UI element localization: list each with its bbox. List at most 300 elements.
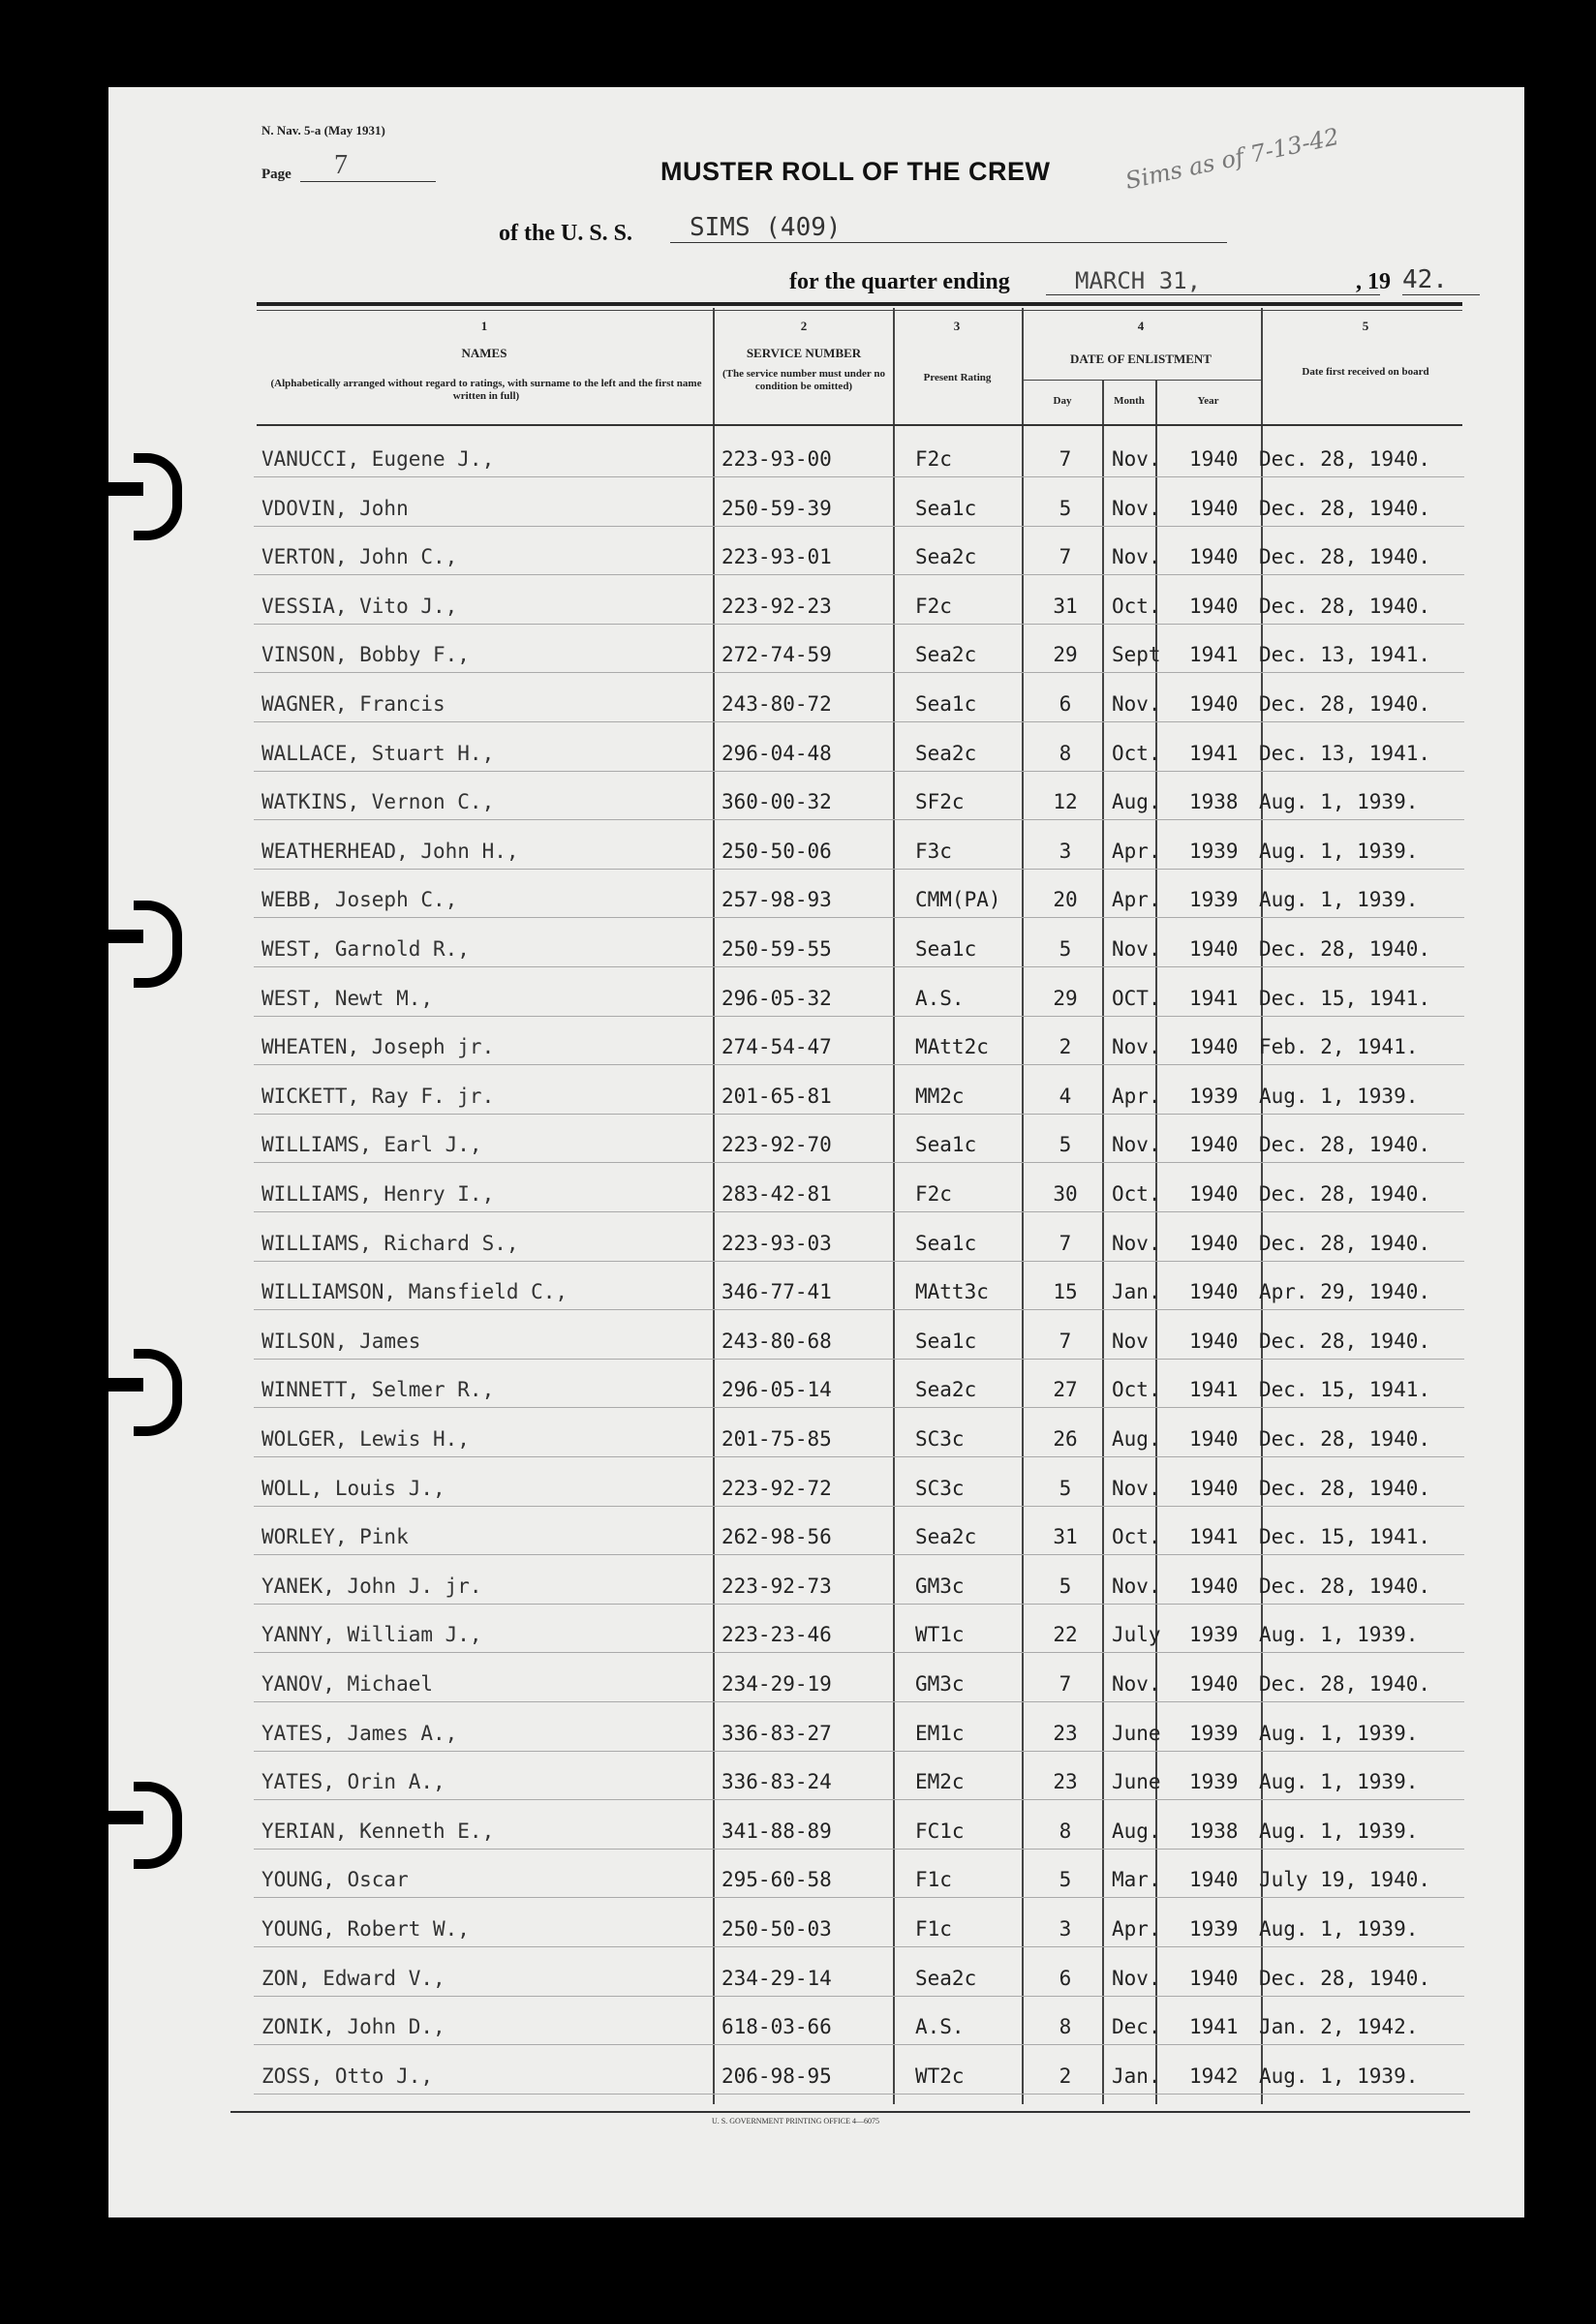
col4-month: Month (1114, 395, 1145, 407)
date-received: Aug. 1, 1939. (1259, 1623, 1419, 1647)
rating: SF2c (915, 790, 965, 814)
date-received: Dec. 13, 1941. (1259, 741, 1431, 765)
enlist-year: 1940 (1189, 1280, 1239, 1304)
date-received: Jan. 2, 1942. (1259, 2015, 1419, 2039)
rating: F2c (915, 1182, 952, 1206)
enlist-day: 20 (1053, 888, 1078, 912)
row-rule (254, 624, 1464, 625)
service-number: 336-83-27 (721, 1721, 832, 1745)
date-received: Aug. 1, 1939. (1259, 1770, 1419, 1794)
date-received: Aug. 1, 1939. (1259, 2064, 1419, 2088)
crew-name: YATES, Orin A., (261, 1770, 445, 1794)
enlist-month: Nov. (1112, 1133, 1161, 1157)
col3-title: Present Rating (923, 372, 992, 383)
enlist-month: Nov. (1112, 447, 1161, 471)
rating: F3c (915, 839, 952, 863)
service-number: 223-92-73 (721, 1574, 832, 1598)
service-number: 272-74-59 (721, 643, 832, 667)
enlist-day: 12 (1053, 790, 1078, 814)
enlist-month: OCT. (1112, 986, 1161, 1010)
enlist-year: 1940 (1189, 1182, 1239, 1206)
page-number: 7 (300, 150, 436, 182)
service-number: 243-80-68 (721, 1329, 832, 1353)
date-received: Aug. 1, 1939. (1259, 1084, 1419, 1108)
service-number: 223-93-00 (721, 447, 832, 471)
crew-name: YANOV, Michael (261, 1672, 434, 1696)
crew-name: YERIAN, Kenneth E., (261, 1819, 495, 1843)
date-received: Dec. 28, 1940. (1259, 496, 1431, 520)
enlist-year: 1941 (1189, 643, 1239, 667)
col-divider-4a (1102, 380, 1104, 2104)
service-number: 262-98-56 (721, 1525, 832, 1549)
printing-office-footer: U. S. GOVERNMENT PRINTING OFFICE 4—6075 (712, 2117, 879, 2125)
enlist-month: Nov. (1112, 496, 1161, 520)
col5-number: 5 (1362, 319, 1369, 333)
enlist-day: 6 (1059, 692, 1072, 716)
enlist-year: 1940 (1189, 1868, 1239, 1892)
rating: Sea2c (915, 1378, 977, 1402)
date-received: Dec. 28, 1940. (1259, 1672, 1431, 1696)
rating: WT2c (915, 2064, 965, 2088)
date-received: Dec. 28, 1940. (1259, 937, 1431, 961)
enlist-year: 1941 (1189, 986, 1239, 1010)
enlist-year: 1940 (1189, 447, 1239, 471)
date-received: Dec. 28, 1940. (1259, 447, 1431, 471)
date-received: Apr. 29, 1940. (1259, 1280, 1431, 1304)
enlist-month: Oct. (1112, 1182, 1161, 1206)
crew-name: WEST, Newt M., (261, 986, 434, 1010)
enlist-day: 5 (1059, 1868, 1072, 1892)
quarter-label: for the quarter ending (789, 269, 1010, 294)
rating: Sea1c (915, 496, 977, 520)
service-number: 296-04-48 (721, 741, 832, 765)
enlist-month: Nov. (1112, 692, 1161, 716)
enlist-day: 26 (1053, 1427, 1078, 1451)
col-divider-2 (893, 308, 895, 2104)
enlist-day: 7 (1059, 1329, 1072, 1353)
rating: Sea2c (915, 545, 977, 569)
row-rule (254, 2044, 1464, 2045)
enlist-month: Oct. (1112, 1525, 1161, 1549)
enlist-year: 1939 (1189, 1770, 1239, 1794)
enlist-month: Aug. (1112, 790, 1161, 814)
enlist-month: Nov. (1112, 1574, 1161, 1598)
crew-name: YANNY, William J., (261, 1623, 482, 1647)
crew-name: WEBB, Joseph C., (261, 888, 458, 912)
enlist-month: June (1112, 1770, 1161, 1794)
service-number: 223-92-70 (721, 1133, 832, 1157)
crew-name: WILLIAMS, Henry I., (261, 1182, 495, 1206)
header-rule-top (257, 302, 1462, 306)
enlist-month: Nov. (1112, 1035, 1161, 1059)
row-rule (254, 1996, 1464, 1997)
enlist-month: Nov (1112, 1329, 1149, 1353)
enlist-month: Nov. (1112, 545, 1161, 569)
date-received: Aug. 1, 1939. (1259, 1819, 1419, 1843)
enlist-year: 1940 (1189, 937, 1239, 961)
enlist-month: Nov. (1112, 1231, 1161, 1255)
row-rule (254, 966, 1464, 967)
col4-title: DATE OF ENLISTMENT (1070, 352, 1212, 366)
rating: Sea1c (915, 937, 977, 961)
row-rule (254, 1211, 1464, 1212)
rating: SC3c (915, 1476, 965, 1500)
row-rule (254, 1604, 1464, 1605)
col4-year: Year (1197, 395, 1219, 407)
row-rule (254, 1261, 1464, 1262)
enlist-day: 15 (1053, 1280, 1078, 1304)
enlist-day: 6 (1059, 1966, 1072, 1990)
service-number: 296-05-32 (721, 986, 832, 1010)
service-number: 250-50-06 (721, 839, 832, 863)
enlist-day: 2 (1059, 2064, 1072, 2088)
date-received: Dec. 28, 1940. (1259, 545, 1431, 569)
date-received: Feb. 2, 1941. (1259, 1035, 1419, 1059)
col1-number: 1 (480, 319, 488, 333)
enlist-year: 1940 (1189, 545, 1239, 569)
service-number: 257-98-93 (721, 888, 832, 912)
enlist-year: 1941 (1189, 1378, 1239, 1402)
enlist-year: 1940 (1189, 496, 1239, 520)
row-rule (254, 917, 1464, 918)
service-number: 250-59-39 (721, 496, 832, 520)
enlist-day: 8 (1059, 1819, 1072, 1843)
row-rule (254, 672, 1464, 673)
enlist-day: 31 (1053, 594, 1078, 618)
enlist-year: 1939 (1189, 1623, 1239, 1647)
row-rule (254, 1799, 1464, 1800)
date-received: Dec. 28, 1940. (1259, 1427, 1431, 1451)
enlist-month: Mar. (1112, 1868, 1161, 1892)
date-received: Dec. 28, 1940. (1259, 1182, 1431, 1206)
enlist-month: Jan. (1112, 2064, 1161, 2088)
service-number: 223-92-72 (721, 1476, 832, 1500)
rating: GM3c (915, 1672, 965, 1696)
crew-name: WALLACE, Stuart H., (261, 741, 495, 765)
service-number: 223-92-23 (721, 594, 832, 618)
enlist-day: 27 (1053, 1378, 1078, 1402)
rating: Sea1c (915, 1133, 977, 1157)
page-title: MUSTER ROLL OF THE CREW (660, 157, 1051, 186)
crew-name: VINSON, Bobby F., (261, 643, 470, 667)
crew-name: WEST, Garnold R., (261, 937, 470, 961)
enlist-year: 1939 (1189, 839, 1239, 863)
rating: FC1c (915, 1819, 965, 1843)
enlist-day: 5 (1059, 937, 1072, 961)
service-number: 336-83-24 (721, 1770, 832, 1794)
rating: MAtt3c (915, 1280, 989, 1304)
service-number: 283-42-81 (721, 1182, 832, 1206)
row-rule (254, 1064, 1464, 1065)
rating: F1c (915, 1868, 952, 1892)
form-number: N. Nav. 5-a (May 1931) (261, 123, 385, 138)
enlist-year: 1940 (1189, 1035, 1239, 1059)
row-rule (254, 574, 1464, 575)
rating: CMM(PA) (915, 888, 1001, 912)
enlist-year: 1939 (1189, 1721, 1239, 1745)
enlist-year: 1941 (1189, 2015, 1239, 2039)
date-received: Aug. 1, 1939. (1259, 1721, 1419, 1745)
enlist-month: Jan. (1112, 1280, 1161, 1304)
row-rule (254, 869, 1464, 870)
crew-name: VERTON, John C., (261, 545, 458, 569)
quarter-date: MARCH 31, (1046, 267, 1380, 295)
service-number: 341-88-89 (721, 1819, 832, 1843)
enlist-day: 7 (1059, 545, 1072, 569)
date-received: Aug. 1, 1939. (1259, 1917, 1419, 1941)
crew-name: YOUNG, Robert W., (261, 1917, 470, 1941)
row-rule (254, 1162, 1464, 1163)
crew-name: WILSON, James (261, 1329, 421, 1353)
enlist-year: 1940 (1189, 1133, 1239, 1157)
date-received: Dec. 28, 1940. (1259, 1329, 1431, 1353)
row-rule (254, 1114, 1464, 1115)
rating: Sea1c (915, 692, 977, 716)
date-received: Dec. 28, 1940. (1259, 1476, 1431, 1500)
rating: MAtt2c (915, 1035, 989, 1059)
enlist-month: Apr. (1112, 888, 1161, 912)
col-divider-1 (713, 308, 715, 2104)
col1-title: NAMES (461, 346, 507, 360)
crew-name: WILLIAMSON, Mansfield C., (261, 1280, 568, 1304)
row-rule (254, 1407, 1464, 1408)
enlist-month: Oct. (1112, 1378, 1161, 1402)
date-received: Aug. 1, 1939. (1259, 888, 1419, 912)
rating: MM2c (915, 1084, 965, 1108)
rating: F1c (915, 1917, 952, 1941)
enlist-year: 1940 (1189, 1231, 1239, 1255)
row-rule (254, 1946, 1464, 1947)
header-rule-bottom (257, 424, 1462, 426)
enlist-day: 3 (1059, 839, 1072, 863)
enlist-day: 29 (1053, 643, 1078, 667)
service-number: 243-80-72 (721, 692, 832, 716)
service-number: 360-00-32 (721, 790, 832, 814)
crew-name: ZON, Edward V., (261, 1966, 445, 1990)
row-rule (254, 2094, 1464, 2095)
table-bottom-rule (230, 2111, 1470, 2113)
enlist-day: 7 (1059, 1672, 1072, 1696)
col-divider-3 (1022, 308, 1024, 2104)
crew-name: WAGNER, Francis (261, 692, 445, 716)
col2-title: SERVICE NUMBER (746, 346, 862, 360)
enlist-year: 1940 (1189, 1329, 1239, 1353)
enlist-day: 7 (1059, 1231, 1072, 1255)
row-rule (254, 1016, 1464, 1017)
rating: Sea1c (915, 1329, 977, 1353)
crew-name: WINNETT, Selmer R., (261, 1378, 495, 1402)
rating: EM2c (915, 1770, 965, 1794)
enlist-year: 1939 (1189, 1084, 1239, 1108)
enlist-month: Apr. (1112, 839, 1161, 863)
date-received: Dec. 28, 1940. (1259, 594, 1431, 618)
enlist-day: 31 (1053, 1525, 1078, 1549)
crew-name: VANUCCI, Eugene J., (261, 447, 495, 471)
service-number: 234-29-14 (721, 1966, 832, 1990)
page-label: Page (261, 167, 292, 182)
enlist-year: 1940 (1189, 1672, 1239, 1696)
rating: Sea2c (915, 741, 977, 765)
date-received: July 19, 1940. (1259, 1868, 1431, 1892)
ship-label: of the U. S. S. (499, 221, 633, 246)
row-rule (254, 1456, 1464, 1457)
enlist-month: June (1112, 1721, 1161, 1745)
rating: F2c (915, 594, 952, 618)
col1-subtitle: (Alphabetically arranged without regard to ratings, with surname to the left and the first name written in full) (270, 378, 702, 402)
rating: A.S. (915, 2015, 965, 2039)
enlist-day: 5 (1059, 1476, 1072, 1500)
row-rule (254, 1897, 1464, 1898)
enlist-day: 23 (1053, 1721, 1078, 1745)
enlist-day: 5 (1059, 1574, 1072, 1598)
enlist-year: 1942 (1189, 2064, 1239, 2088)
row-rule (254, 1554, 1464, 1555)
row-rule (254, 1506, 1464, 1507)
enlist-year: 1939 (1189, 1917, 1239, 1941)
enlist-day: 3 (1059, 1917, 1072, 1941)
service-number: 346-77-41 (721, 1280, 832, 1304)
enlist-day: 2 (1059, 1035, 1072, 1059)
service-number: 296-05-14 (721, 1378, 832, 1402)
date-received: Dec. 15, 1941. (1259, 1378, 1431, 1402)
service-number: 618-03-66 (721, 2015, 832, 2039)
crew-name: YANEK, John J. jr. (261, 1574, 482, 1598)
crew-name: WORLEY, Pink (261, 1525, 409, 1549)
enlist-month: Nov. (1112, 1672, 1161, 1696)
enlist-year: 1938 (1189, 790, 1239, 814)
rating: EM1c (915, 1721, 965, 1745)
service-number: 223-93-03 (721, 1231, 832, 1255)
year-suffix: 42. (1402, 265, 1480, 295)
col5-title: Date first received on board (1302, 366, 1429, 378)
ship-name: SIMS (409) (670, 213, 1227, 243)
enlist-day: 4 (1059, 1084, 1072, 1108)
enlist-month: Nov. (1112, 1476, 1161, 1500)
handwritten-annotation: Sims as of 7-13-42 (1122, 122, 1342, 196)
enlist-year: 1941 (1189, 1525, 1239, 1549)
row-rule (254, 819, 1464, 820)
row-rule (254, 1309, 1464, 1310)
service-number: 295-60-58 (721, 1868, 832, 1892)
col2-subtitle: (The service number must under no condition be omitted) (722, 368, 885, 392)
enlist-month: July (1112, 1623, 1161, 1647)
enlist-day: 5 (1059, 1133, 1072, 1157)
crew-name: WATKINS, Vernon C., (261, 790, 495, 814)
row-rule (254, 526, 1464, 527)
enlistment-subrule (1022, 380, 1261, 381)
service-number: 274-54-47 (721, 1035, 832, 1059)
enlist-month: Sept (1112, 643, 1161, 667)
crew-name: WHEATEN, Joseph jr. (261, 1035, 495, 1059)
enlist-year: 1940 (1189, 1427, 1239, 1451)
crew-name: YOUNG, Oscar (261, 1868, 409, 1892)
crew-name: WICKETT, Ray F. jr. (261, 1084, 495, 1108)
date-received: Dec. 28, 1940. (1259, 692, 1431, 716)
service-number: 201-65-81 (721, 1084, 832, 1108)
crew-name: WOLL, Louis J., (261, 1476, 445, 1500)
date-received: Dec. 28, 1940. (1259, 1966, 1431, 1990)
enlist-month: Aug. (1112, 1819, 1161, 1843)
row-rule (254, 771, 1464, 772)
row-rule (254, 1751, 1464, 1752)
enlist-month: Nov. (1112, 1966, 1161, 1990)
enlist-month: Apr. (1112, 1917, 1161, 1941)
header-rule-top-thin (257, 310, 1462, 311)
service-number: 206-98-95 (721, 2064, 832, 2088)
enlist-month: Dec. (1112, 2015, 1161, 2039)
crew-name: ZONIK, John D., (261, 2015, 445, 2039)
enlist-day: 22 (1053, 1623, 1078, 1647)
year-prefix: , 19 (1356, 269, 1391, 294)
enlist-month: Oct. (1112, 594, 1161, 618)
date-received: Aug. 1, 1939. (1259, 839, 1419, 863)
service-number: 201-75-85 (721, 1427, 832, 1451)
enlist-day: 8 (1059, 2015, 1072, 2039)
enlist-month: Nov. (1112, 937, 1161, 961)
enlist-month: Aug. (1112, 1427, 1161, 1451)
crew-name: VDOVIN, John (261, 496, 409, 520)
date-received: Dec. 28, 1940. (1259, 1574, 1431, 1598)
rating: GM3c (915, 1574, 965, 1598)
service-number: 250-50-03 (721, 1917, 832, 1941)
enlist-day: 30 (1053, 1182, 1078, 1206)
enlist-day: 8 (1059, 741, 1072, 765)
enlist-year: 1940 (1189, 1574, 1239, 1598)
row-rule (254, 1701, 1464, 1702)
col3-number: 3 (953, 319, 961, 333)
crew-name: YATES, James A., (261, 1721, 458, 1745)
rating: Sea1c (915, 1231, 977, 1255)
enlist-year: 1941 (1189, 741, 1239, 765)
date-received: Dec. 28, 1940. (1259, 1231, 1431, 1255)
crew-name: WILLIAMS, Richard S., (261, 1231, 519, 1255)
enlist-month: Apr. (1112, 1084, 1161, 1108)
enlist-year: 1940 (1189, 1476, 1239, 1500)
date-received: Dec. 15, 1941. (1259, 1525, 1431, 1549)
rating: SC3c (915, 1427, 965, 1451)
crew-name: WEATHERHEAD, John H., (261, 839, 519, 863)
rating: F2c (915, 447, 952, 471)
col4-number: 4 (1137, 319, 1145, 333)
enlist-year: 1938 (1189, 1819, 1239, 1843)
service-number: 223-93-01 (721, 545, 832, 569)
enlist-year: 1939 (1189, 888, 1239, 912)
enlist-month: Oct. (1112, 741, 1161, 765)
row-rule (254, 1359, 1464, 1360)
rating: Sea2c (915, 1525, 977, 1549)
enlist-day: 29 (1053, 986, 1078, 1010)
row-rule (254, 1849, 1464, 1850)
crew-name: VESSIA, Vito J., (261, 594, 458, 618)
rating: Sea2c (915, 1966, 977, 1990)
service-number: 223-23-46 (721, 1623, 832, 1647)
service-number: 250-59-55 (721, 937, 832, 961)
enlist-year: 1940 (1189, 692, 1239, 716)
date-received: Aug. 1, 1939. (1259, 790, 1419, 814)
service-number: 234-29-19 (721, 1672, 832, 1696)
row-rule (254, 1652, 1464, 1653)
date-received: Dec. 15, 1941. (1259, 986, 1431, 1010)
enlist-year: 1940 (1189, 594, 1239, 618)
rating: WT1c (915, 1623, 965, 1647)
crew-name: WOLGER, Lewis H., (261, 1427, 470, 1451)
crew-name: WILLIAMS, Earl J., (261, 1133, 482, 1157)
rating: Sea2c (915, 643, 977, 667)
date-received: Dec. 28, 1940. (1259, 1133, 1431, 1157)
enlist-year: 1940 (1189, 1966, 1239, 1990)
rating: A.S. (915, 986, 965, 1010)
enlist-day: 5 (1059, 496, 1072, 520)
